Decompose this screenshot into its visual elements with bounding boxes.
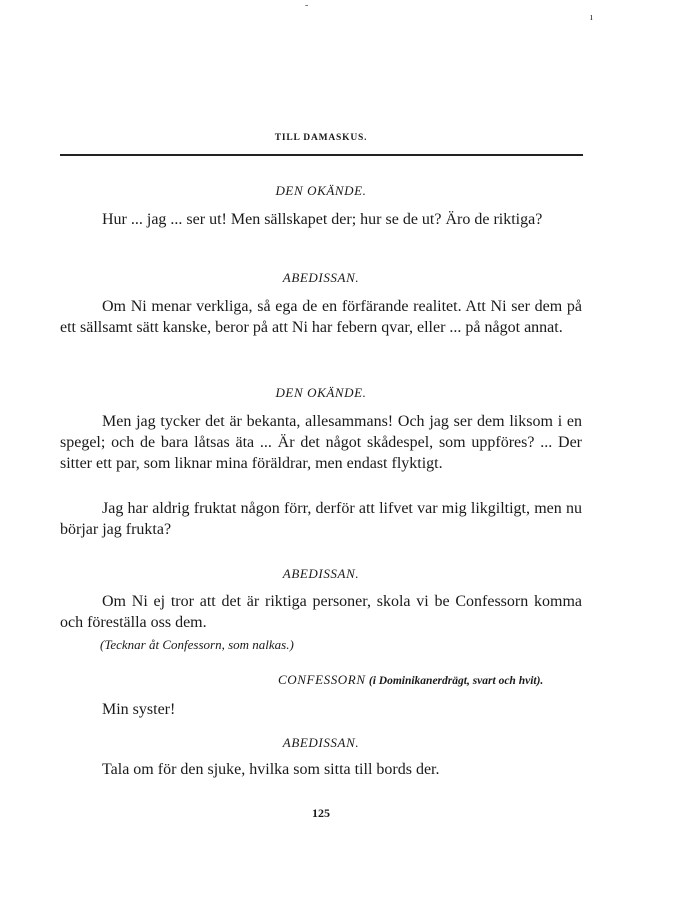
speaker-name: ABEDISSAN.	[282, 566, 360, 581]
dialogue-paragraph: Min syster!	[102, 701, 176, 718]
page-mark-top: -	[305, 0, 309, 11]
stage-direction: (Tecknar åt Confessorn, som nalkas.)	[100, 637, 294, 652]
dialogue-paragraph: Hur ... jag ... ser ut! Men sällskapet der; hur se de ut? Äro de riktiga?	[102, 211, 543, 228]
dialogue-paragraph: Tala om för den sjuke, hvilka som sitta till bords der.	[102, 761, 440, 778]
running-title: TILL DAMASKUS.	[274, 133, 368, 143]
speaker-name: DEN OKÄNDE.	[275, 183, 367, 198]
speaker-name: ABEDISSAN.	[282, 270, 360, 285]
dialogue-paragraph: Om Ni menar verkliga, så ega de en förfärande realitet. Att Ni ser dem på ett sällsamt sätt kanske, beror på att Ni har febern qvar, eller ... på något annat.	[60, 298, 582, 336]
dialogue-paragraph: Om Ni ej tror att det är riktiga personer, skola vi be Confessorn komma och föreställa oss dem.	[60, 593, 582, 631]
speaker-with-direction	[278, 673, 588, 688]
dialogue-paragraph: Jag har aldrig fruktat någon förr, derför att lifvet var mig likgiltigt, men nu börjar jag frukta?	[60, 500, 582, 538]
page-mark-corner: ı	[590, 12, 593, 23]
page-number: 125	[312, 806, 330, 820]
speaker-name: ABEDISSAN.	[282, 735, 360, 750]
speaker-name: CONFESSORN	[278, 672, 366, 687]
header-rule	[60, 154, 583, 156]
speaker-direction: (i Dominikanerdrägt, svart och hvit).	[368, 675, 544, 687]
dialogue-paragraph: Men jag tycker det är bekanta, allesammans! Och jag ser dem liksom i en spegel; och de bara låtsas äta ... Är det något skådespel, som uppföres? ... Der sitter ett par, som liknar mina föräldrar, men endast flyktigt.	[60, 413, 582, 472]
speaker-name: DEN OKÄNDE.	[275, 385, 367, 400]
